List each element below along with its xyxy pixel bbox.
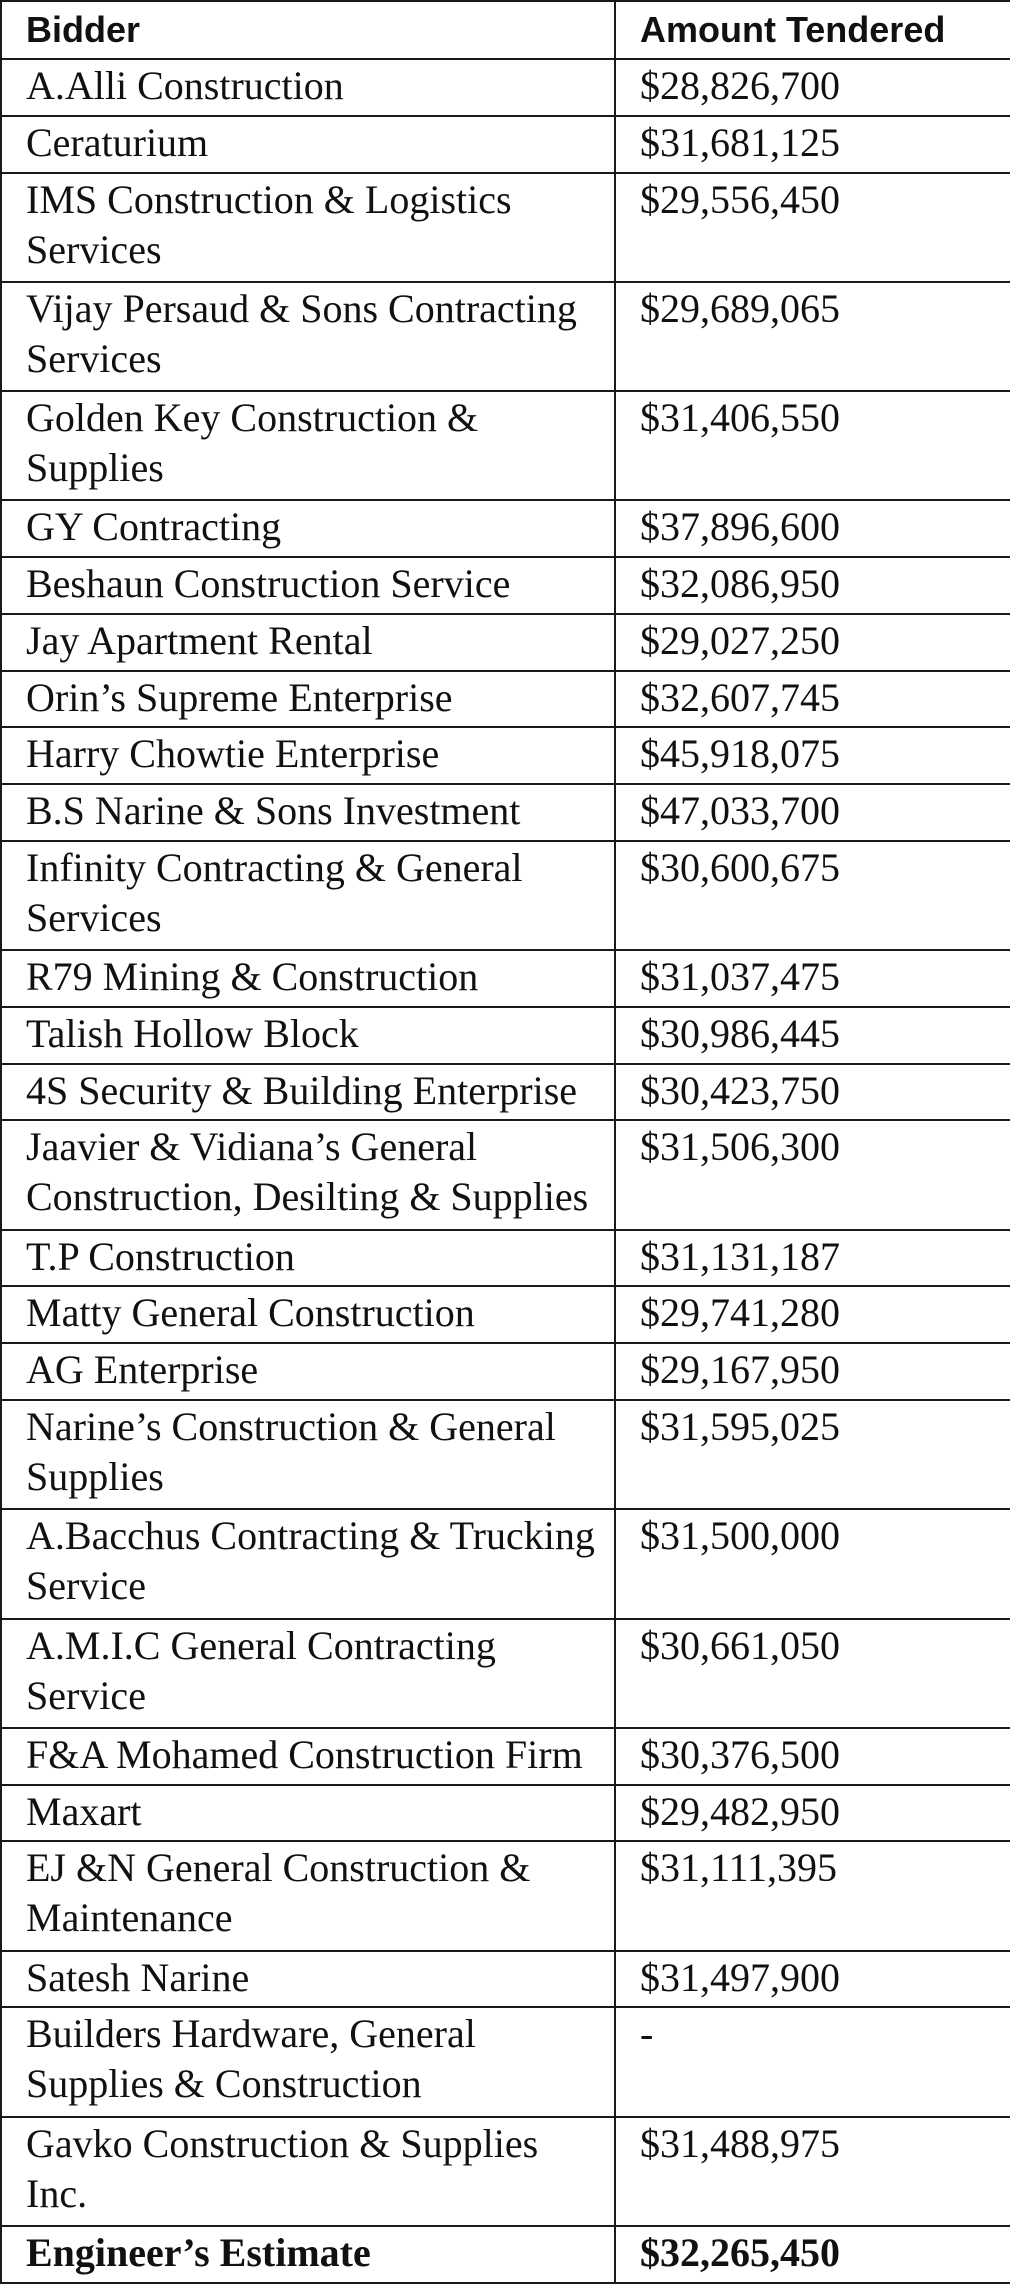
amount-cell: $29,167,950 <box>615 1343 1010 1400</box>
table-row <box>1 1619 1010 1728</box>
table-row <box>1 391 1010 500</box>
amount-cell: $31,497,900 <box>615 1951 1010 2008</box>
bidder-cell: Builders Hardware, General Supplies & Construction <box>1 2007 615 2116</box>
amount-cell: $29,027,250 <box>615 614 1010 671</box>
table-row <box>1 557 1010 614</box>
amount-cell: $30,986,445 <box>615 1007 1010 1064</box>
bidder-cell: A.Alli Construction <box>1 59 615 116</box>
amount-cell: $31,595,025 <box>615 1400 1010 1509</box>
bidder-cell: Jaavier & Vidiana’s General Construction, Desilting & Supplies <box>1 1120 615 1229</box>
table-row <box>1 671 1010 728</box>
header-amount-tendered: Amount Tendered <box>615 1 1010 59</box>
header-bidder: Bidder <box>1 1 615 59</box>
table-row <box>1 1343 1010 1400</box>
bidder-cell: Maxart <box>1 1785 615 1842</box>
amount-cell: $45,918,075 <box>615 727 1010 784</box>
bidder-cell: IMS Construction & Logistics Services <box>1 173 615 282</box>
bidder-cell: Narine’s Construction & General Supplies <box>1 1400 615 1509</box>
amount-cell: $29,689,065 <box>615 282 1010 391</box>
table-body <box>1 59 1010 2283</box>
amount-cell: $29,741,280 <box>615 1286 1010 1343</box>
bidder-cell: T.P Construction <box>1 1230 615 1287</box>
table-row <box>1 2007 1010 2116</box>
bidder-cell: Harry Chowtie Enterprise <box>1 727 615 784</box>
table-row <box>1 1728 1010 1785</box>
amount-cell: $31,488,975 <box>615 2117 1010 2226</box>
amount-cell: $37,896,600 <box>615 500 1010 557</box>
bidder-cell: Golden Key Construction & Supplies <box>1 391 615 500</box>
amount-cell: $31,131,187 <box>615 1230 1010 1287</box>
amount-cell: $32,086,950 <box>615 557 1010 614</box>
bidder-cell: EJ &N General Construction & Maintenance <box>1 1841 615 1950</box>
table-row <box>1 1841 1010 1950</box>
bidder-cell: B.S Narine & Sons Investment <box>1 784 615 841</box>
table-row <box>1 500 1010 557</box>
bidder-cell: A.M.I.C General Contracting Service <box>1 1619 615 1728</box>
amount-cell: $30,423,750 <box>615 1064 1010 1121</box>
amount-cell: $31,111,395 <box>615 1841 1010 1950</box>
table-row <box>1 1509 1010 1618</box>
table-row <box>1 784 1010 841</box>
table-row <box>1 2117 1010 2226</box>
table-row <box>1 1951 1010 2008</box>
table-row <box>1 727 1010 784</box>
table-header <box>1 1 1010 59</box>
estimate-amount: $32,265,450 <box>615 2226 1010 2283</box>
amount-cell: $30,661,050 <box>615 1619 1010 1728</box>
estimate-label: Engineer’s Estimate <box>1 2226 615 2283</box>
table-row <box>1 1230 1010 1287</box>
table-row <box>1 173 1010 282</box>
amount-cell: $31,681,125 <box>615 116 1010 173</box>
bidder-cell: Talish Hollow Block <box>1 1007 615 1064</box>
table-row <box>1 1785 1010 1842</box>
table-row <box>1 841 1010 950</box>
amount-cell: $31,500,000 <box>615 1509 1010 1618</box>
amount-cell: $29,482,950 <box>615 1785 1010 1842</box>
amount-cell: $47,033,700 <box>615 784 1010 841</box>
amount-cell: $29,556,450 <box>615 173 1010 282</box>
estimate-row <box>1 2226 1010 2283</box>
amount-cell: $31,037,475 <box>615 950 1010 1007</box>
table-row <box>1 1064 1010 1121</box>
bidder-cell: Infinity Contracting & General Services <box>1 841 615 950</box>
table-row <box>1 1286 1010 1343</box>
bidder-cell: F&A Mohamed Construction Firm <box>1 1728 615 1785</box>
table-row <box>1 1120 1010 1229</box>
bidder-cell: Ceraturium <box>1 116 615 173</box>
bidder-cell: Matty General Construction <box>1 1286 615 1343</box>
table-row <box>1 950 1010 1007</box>
bidder-cell: Satesh Narine <box>1 1951 615 2008</box>
table-row <box>1 59 1010 116</box>
bidder-cell: R79 Mining & Construction <box>1 950 615 1007</box>
bidder-cell: 4S Security & Building Enterprise <box>1 1064 615 1121</box>
bidder-cell: AG Enterprise <box>1 1343 615 1400</box>
bidder-cell: Jay Apartment Rental <box>1 614 615 671</box>
table-row <box>1 1400 1010 1509</box>
amount-cell: - <box>615 2007 1010 2116</box>
amount-cell: $31,406,550 <box>615 391 1010 500</box>
bidder-cell: GY Contracting <box>1 500 615 557</box>
table-row <box>1 614 1010 671</box>
table-row <box>1 1007 1010 1064</box>
bidder-cell: Vijay Persaud & Sons Contracting Services <box>1 282 615 391</box>
table-row <box>1 116 1010 173</box>
header-row <box>1 1 1010 59</box>
amount-cell: $32,607,745 <box>615 671 1010 728</box>
bidder-cell: Beshaun Construction Service <box>1 557 615 614</box>
amount-cell: $30,376,500 <box>615 1728 1010 1785</box>
amount-cell: $30,600,675 <box>615 841 1010 950</box>
amount-cell: $31,506,300 <box>615 1120 1010 1229</box>
bidder-cell: Gavko Construction & Supplies Inc. <box>1 2117 615 2226</box>
amount-cell: $28,826,700 <box>615 59 1010 116</box>
table-row <box>1 282 1010 391</box>
bidder-cell: A.Bacchus Contracting & Trucking Service <box>1 1509 615 1618</box>
bidder-cell: Orin’s Supreme Enterprise <box>1 671 615 728</box>
